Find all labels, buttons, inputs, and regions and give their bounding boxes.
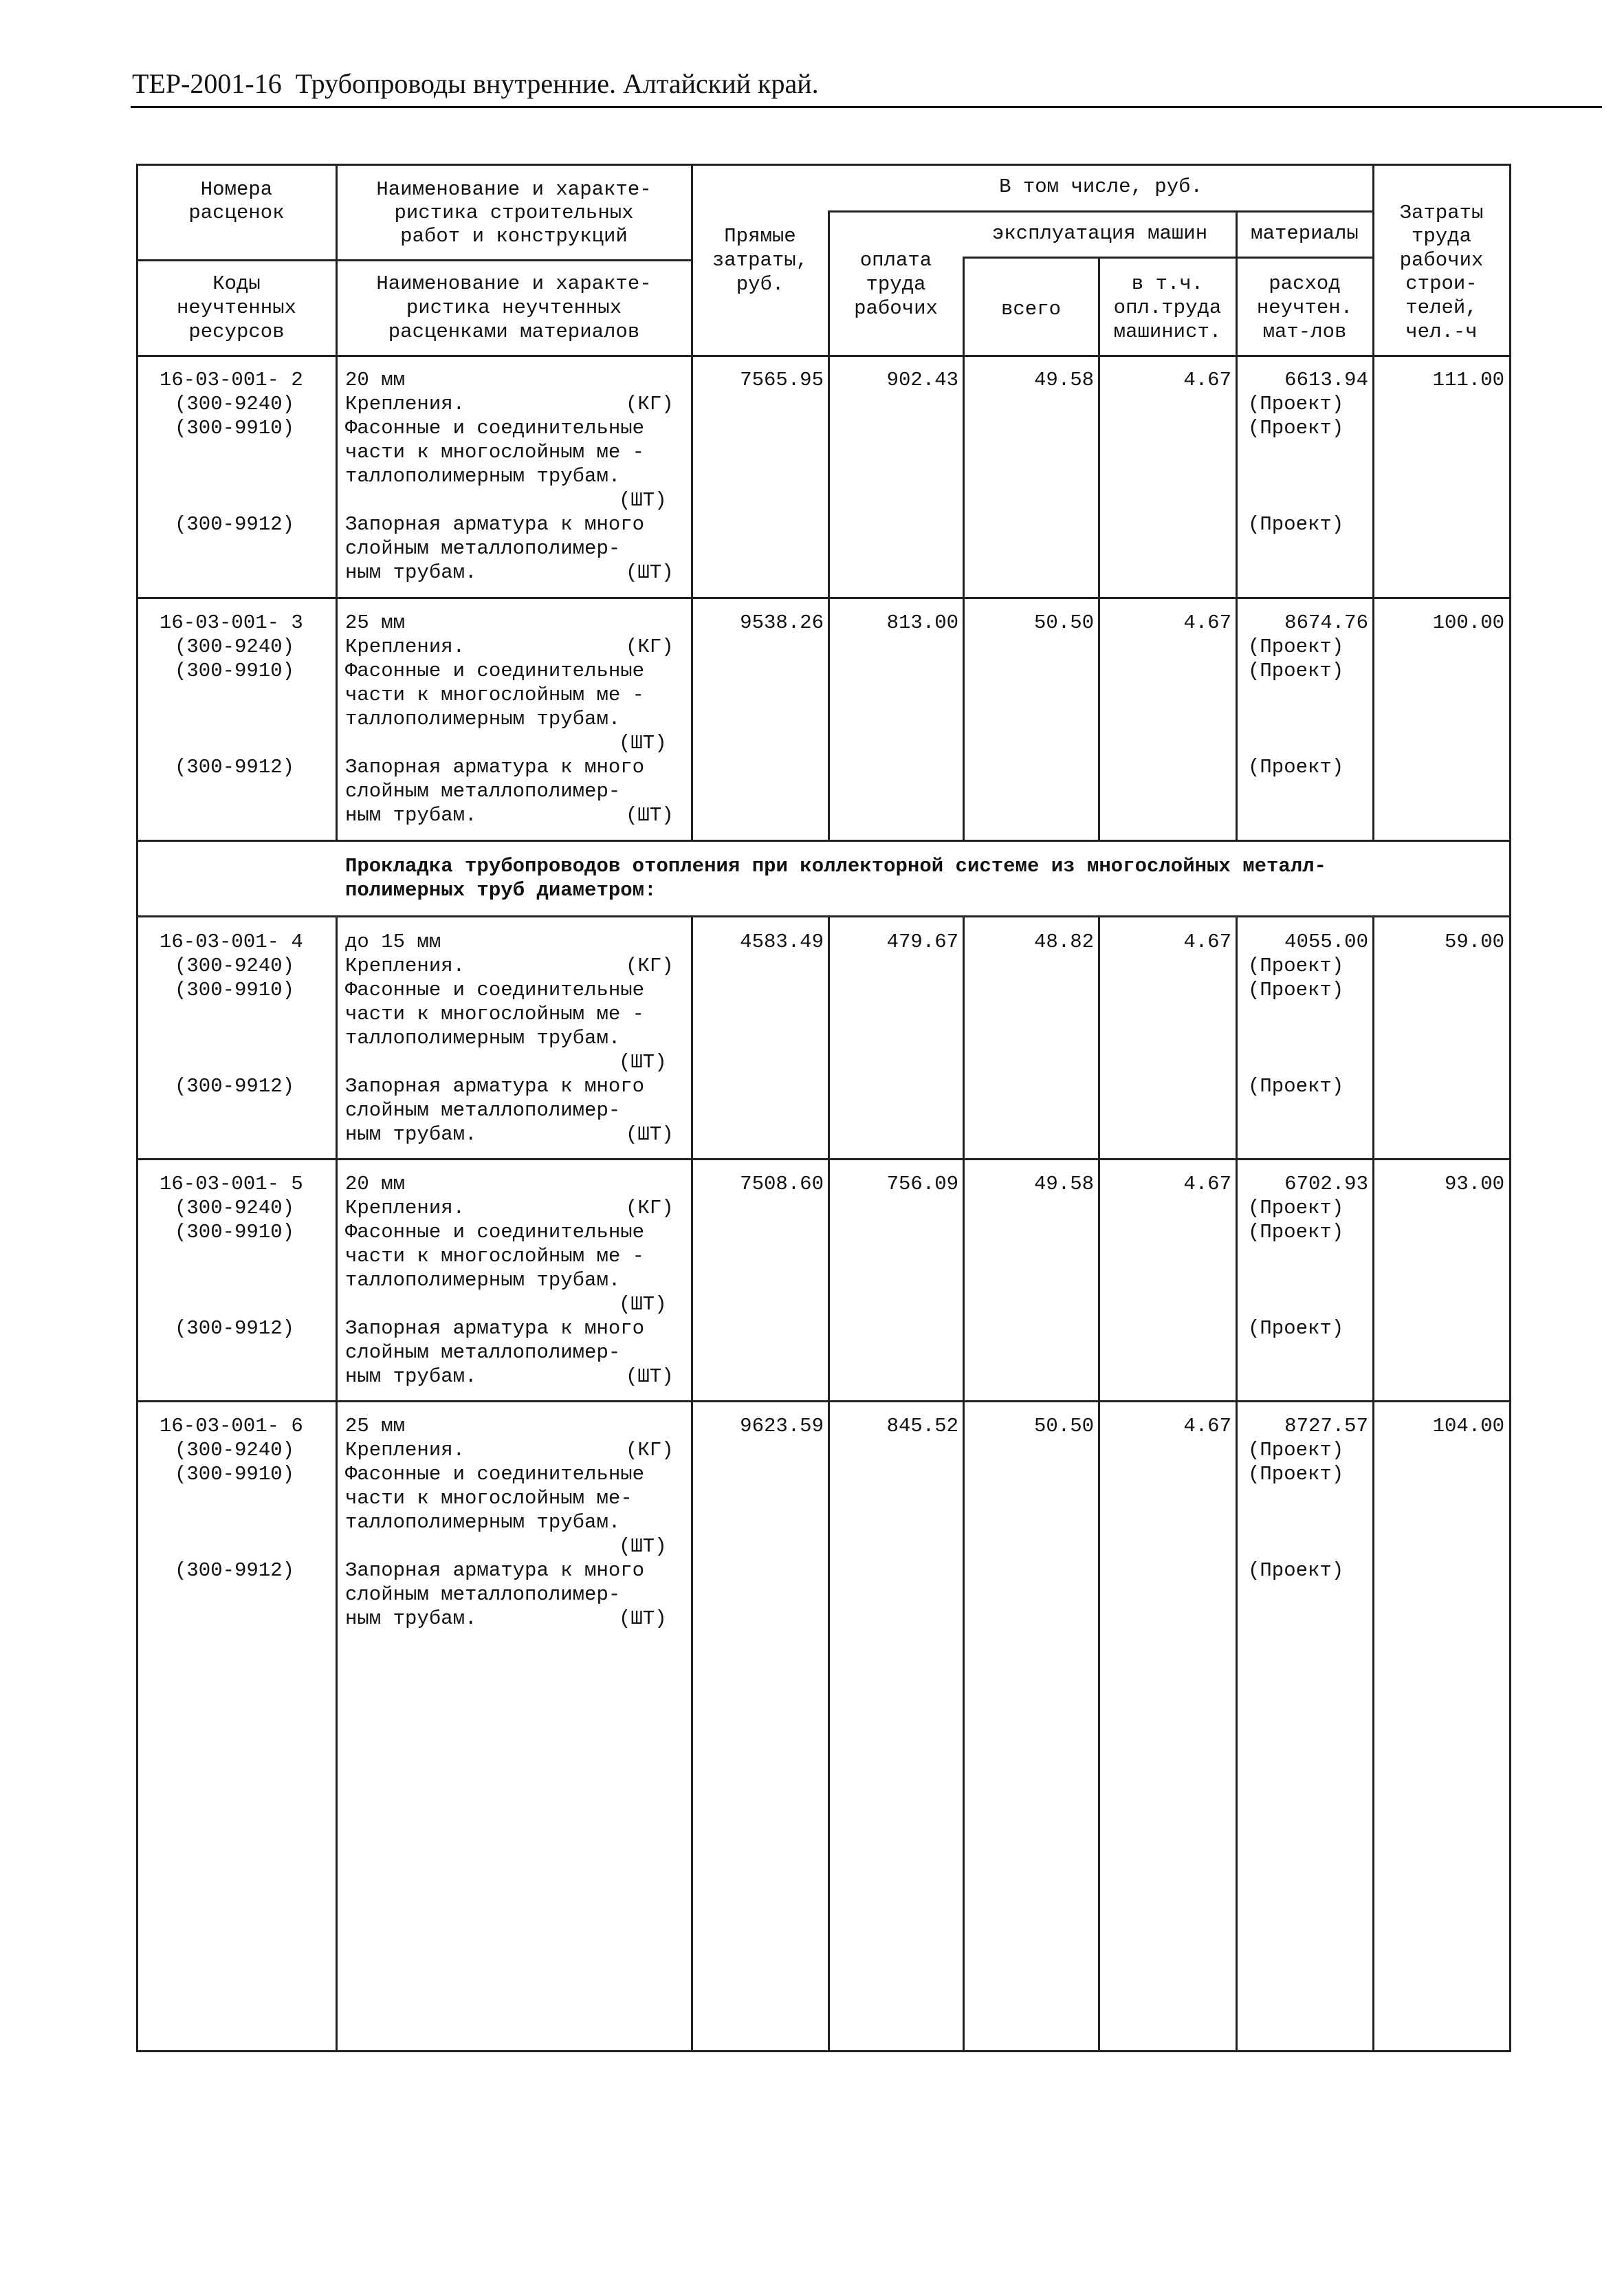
- col-header-name: работ и конструкций: [400, 225, 628, 248]
- table-border: [1509, 164, 1511, 2052]
- material-note: (Проект): [1248, 979, 1344, 1001]
- direct-costs: 7565.95: [740, 369, 824, 391]
- resource-name: ным трубам.: [345, 804, 477, 827]
- col-header-labor: строи-: [1405, 272, 1478, 295]
- resource-name: части к многослойным ме -: [345, 1003, 645, 1025]
- grid-line: [136, 597, 1511, 599]
- direct-costs: 9538.26: [740, 611, 824, 634]
- resource-code: (300-9910): [175, 417, 295, 439]
- grid-line: [136, 355, 1511, 357]
- material-note: (Проект): [1248, 1463, 1344, 1486]
- machines-total: 50.50: [1033, 1415, 1094, 1437]
- col-header-machines-labor: машинист.: [1113, 320, 1222, 343]
- resource-name: слойным металлополимер-: [345, 1583, 621, 1606]
- rate-code: 16-03-001- 6: [160, 1415, 303, 1437]
- direct-costs: 9623.59: [740, 1415, 824, 1437]
- work-name: 20 мм: [345, 369, 406, 391]
- section-title: Прокладка трубопроводов отопления при коллекторной системе из многослойных металл-: [345, 855, 1327, 878]
- material-note: (Проект): [1248, 955, 1344, 977]
- col-header-resource-name: ристика неучтенных: [406, 296, 622, 319]
- col-header-materials-usage: расход: [1269, 272, 1341, 295]
- col-header-numbers: расценок: [188, 202, 285, 224]
- grid-line: [691, 164, 693, 842]
- col-header-resource-name: расценками материалов: [388, 320, 640, 343]
- resource-name: Фасонные и соединительные: [345, 1221, 645, 1243]
- grid-line: [136, 259, 693, 261]
- grid-line: [963, 257, 1372, 259]
- col-header-codes: ресурсов: [188, 320, 285, 343]
- resource-code: (300-9912): [175, 1317, 295, 1340]
- resource-code: (300-9240): [175, 635, 295, 658]
- col-header-labor-pay: труда: [866, 273, 926, 296]
- col-header-labor: телей,: [1405, 296, 1478, 319]
- material-note: (Проект): [1248, 1075, 1344, 1098]
- machines-labor: 4.67: [1183, 369, 1231, 391]
- resource-name: Крепления.: [345, 635, 465, 658]
- labor-pay: 756.09: [886, 1173, 958, 1195]
- grid-line: [136, 1158, 1511, 1160]
- resource-unit: (ШТ): [619, 1607, 667, 1630]
- resource-unit: (КГ): [626, 955, 674, 977]
- table-border: [136, 164, 1511, 166]
- resource-unit: (ШТ): [619, 732, 667, 754]
- table-border: [136, 164, 138, 2052]
- resource-name: слойным металлополимер-: [345, 1341, 621, 1364]
- grid-line: [336, 915, 338, 2052]
- resource-unit: (КГ): [626, 1197, 674, 1219]
- col-header-name: ристика строительных: [394, 202, 634, 224]
- material-note: (Проект): [1248, 660, 1344, 682]
- labor-pay: 813.00: [886, 611, 958, 634]
- machines-labor: 4.67: [1183, 1173, 1231, 1195]
- col-header-resource-name: Наименование и характе-: [376, 272, 652, 295]
- resource-code: (300-9912): [175, 1075, 295, 1098]
- material-note: (Проект): [1248, 1439, 1344, 1461]
- grid-line: [336, 164, 338, 842]
- materials: 4055.00: [1284, 931, 1368, 953]
- col-header-labor: чел.-ч: [1405, 320, 1478, 343]
- work-name: 25 мм: [345, 1415, 406, 1437]
- grid-line: [1236, 915, 1238, 2052]
- machines-total: 49.58: [1033, 1173, 1094, 1195]
- col-header-labor: труда: [1411, 225, 1471, 248]
- resource-name: таллополимерным трубам.: [345, 1511, 621, 1534]
- labor-hours: 111.00: [1432, 369, 1504, 391]
- material-note: (Проект): [1248, 417, 1344, 439]
- resource-code: (300-9910): [175, 979, 295, 1001]
- resource-name: Запорная арматура к много: [345, 756, 645, 779]
- grid-line: [691, 915, 693, 2052]
- machines-labor: 4.67: [1183, 611, 1231, 634]
- resource-unit: (ШТ): [619, 1293, 667, 1316]
- col-header-labor-pay: оплата: [859, 249, 932, 272]
- resource-code: (300-9240): [175, 393, 295, 415]
- direct-costs: 7508.60: [740, 1173, 824, 1195]
- rate-code: 16-03-001- 5: [160, 1173, 303, 1195]
- rate-code: 16-03-001- 4: [160, 931, 303, 953]
- col-header-machines-total: всего: [1000, 298, 1061, 320]
- resource-unit: (КГ): [626, 393, 674, 415]
- resource-name: части к многослойным ме -: [345, 684, 645, 706]
- resource-code: (300-9240): [175, 1197, 295, 1219]
- material-note: (Проект): [1248, 1559, 1344, 1582]
- resource-name: таллополимерным трубам.: [345, 1027, 621, 1049]
- labor-hours: 100.00: [1432, 611, 1504, 634]
- resource-name: части к многослойным ме -: [345, 1245, 645, 1268]
- labor-hours: 104.00: [1432, 1415, 1504, 1437]
- resource-name: таллополимерным трубам.: [345, 465, 621, 488]
- resource-name: Крепления.: [345, 1439, 465, 1461]
- direct-costs: 4583.49: [740, 931, 824, 953]
- resource-name: Запорная арматура к много: [345, 1075, 645, 1098]
- section-title: полимерных труб диаметром:: [345, 879, 657, 902]
- resource-unit: (ШТ): [626, 1365, 674, 1388]
- resource-name: ным трубам.: [345, 1607, 477, 1630]
- resource-name: таллополимерным трубам.: [345, 1269, 621, 1292]
- col-header-name: Наименование и характе-: [376, 178, 652, 201]
- resource-name: ным трубам.: [345, 1123, 477, 1146]
- materials: 6702.93: [1284, 1173, 1368, 1195]
- grid-line: [828, 210, 1372, 213]
- resource-unit: (КГ): [626, 1439, 674, 1461]
- resource-code: (300-9912): [175, 513, 295, 536]
- resource-code: (300-9240): [175, 1439, 295, 1461]
- materials: 6613.94: [1284, 369, 1368, 391]
- resource-unit: (ШТ): [619, 1051, 667, 1074]
- resource-name: слойным металлополимер-: [345, 1099, 621, 1122]
- col-header-direct-costs: Прямые: [724, 225, 796, 248]
- col-header-including: В том числе, руб.: [999, 175, 1203, 198]
- grid-line: [1372, 164, 1374, 842]
- rate-code: 16-03-001- 2: [160, 369, 303, 391]
- resource-name: Крепления.: [345, 393, 465, 415]
- col-header-labor: Затраты: [1399, 202, 1484, 224]
- col-header-materials: материалы: [1251, 222, 1359, 245]
- resource-name: слойным металлополимер-: [345, 537, 621, 560]
- material-note: (Проект): [1248, 1197, 1344, 1219]
- resource-name: ным трубам.: [345, 561, 477, 584]
- col-header-numbers: Номера: [200, 178, 273, 201]
- resource-name: ным трубам.: [345, 1365, 477, 1388]
- resource-unit: (КГ): [626, 635, 674, 658]
- work-name: 20 мм: [345, 1173, 406, 1195]
- resource-name: части к многослойным ме -: [345, 441, 645, 464]
- resource-unit: (ШТ): [626, 561, 674, 584]
- resource-name: Запорная арматура к много: [345, 1317, 645, 1340]
- col-header-labor-pay: рабочих: [854, 297, 938, 320]
- resource-unit: (ШТ): [619, 489, 667, 512]
- resource-name: Фасонные и соединительные: [345, 660, 645, 682]
- col-header-direct-costs: затраты,: [712, 249, 809, 272]
- machines-labor: 4.67: [1183, 1415, 1231, 1437]
- resource-name: Крепления.: [345, 955, 465, 977]
- grid-line: [136, 840, 1511, 842]
- grid-line: [828, 213, 830, 842]
- table-border: [136, 2050, 1511, 2052]
- col-header-machines-labor: в т.ч.: [1131, 272, 1204, 295]
- material-note: (Проект): [1248, 1317, 1344, 1340]
- resource-name: Запорная арматура к много: [345, 513, 645, 536]
- col-header-machines-labor: опл.труда: [1113, 296, 1222, 319]
- labor-pay: 845.52: [886, 1415, 958, 1437]
- grid-line: [1098, 915, 1100, 2052]
- work-name: 25 мм: [345, 611, 406, 634]
- resource-name: Фасонные и соединительные: [345, 1463, 645, 1486]
- grid-line: [1236, 213, 1238, 842]
- work-name: до 15 мм: [345, 931, 441, 953]
- resource-name: Фасонные и соединительные: [345, 417, 645, 439]
- col-header-codes: неучтенных: [176, 296, 297, 319]
- grid-line: [963, 259, 965, 842]
- col-header-machines: эксплуатация машин: [991, 222, 1208, 245]
- material-note: (Проект): [1248, 1221, 1344, 1243]
- labor-pay: 479.67: [886, 931, 958, 953]
- labor-hours: 59.00: [1444, 931, 1504, 953]
- rate-code: 16-03-001- 3: [160, 611, 303, 634]
- grid-line: [136, 915, 1511, 917]
- page-header: ТЕР-2001-16 Трубопроводы внутренние. Алтайский край.: [132, 68, 819, 99]
- resource-unit: (ШТ): [626, 1123, 674, 1146]
- machines-total: 48.82: [1033, 931, 1094, 953]
- grid-line: [1372, 915, 1374, 2052]
- grid-line: [963, 915, 965, 2052]
- material-note: (Проект): [1248, 635, 1344, 658]
- materials: 8674.76: [1284, 611, 1368, 634]
- resource-name: Фасонные и соединительные: [345, 979, 645, 1001]
- machines-total: 49.58: [1033, 369, 1094, 391]
- machines-labor: 4.67: [1183, 931, 1231, 953]
- resource-unit: (ШТ): [619, 1535, 667, 1558]
- col-header-direct-costs: руб.: [736, 273, 784, 296]
- resource-name: слойным металлополимер-: [345, 780, 621, 803]
- header-rule: [131, 106, 1602, 108]
- resource-code: (300-9240): [175, 955, 295, 977]
- resource-code: (300-9910): [175, 1463, 295, 1486]
- machines-total: 50.50: [1033, 611, 1094, 634]
- resource-unit: (ШТ): [626, 804, 674, 827]
- material-note: (Проект): [1248, 393, 1344, 415]
- col-header-labor: рабочих: [1399, 249, 1484, 272]
- material-note: (Проект): [1248, 513, 1344, 536]
- labor-pay: 902.43: [886, 369, 958, 391]
- resource-code: (300-9912): [175, 1559, 295, 1582]
- labor-hours: 93.00: [1444, 1173, 1504, 1195]
- resource-name: таллополимерным трубам.: [345, 708, 621, 730]
- materials: 8727.57: [1284, 1415, 1368, 1437]
- col-header-materials-usage: неучтен.: [1256, 296, 1353, 319]
- grid-line: [1098, 259, 1100, 842]
- resource-name: части к многослойным ме-: [345, 1487, 633, 1510]
- resource-code: (300-9912): [175, 756, 295, 779]
- grid-line: [136, 1400, 1511, 1402]
- resource-code: (300-9910): [175, 660, 295, 682]
- resource-name: Крепления.: [345, 1197, 465, 1219]
- col-header-materials-usage: мат-лов: [1262, 320, 1347, 343]
- material-note: (Проект): [1248, 756, 1344, 779]
- grid-line: [828, 915, 830, 2052]
- resource-name: Запорная арматура к много: [345, 1559, 645, 1582]
- col-header-codes: Коды: [212, 272, 261, 295]
- resource-code: (300-9910): [175, 1221, 295, 1243]
